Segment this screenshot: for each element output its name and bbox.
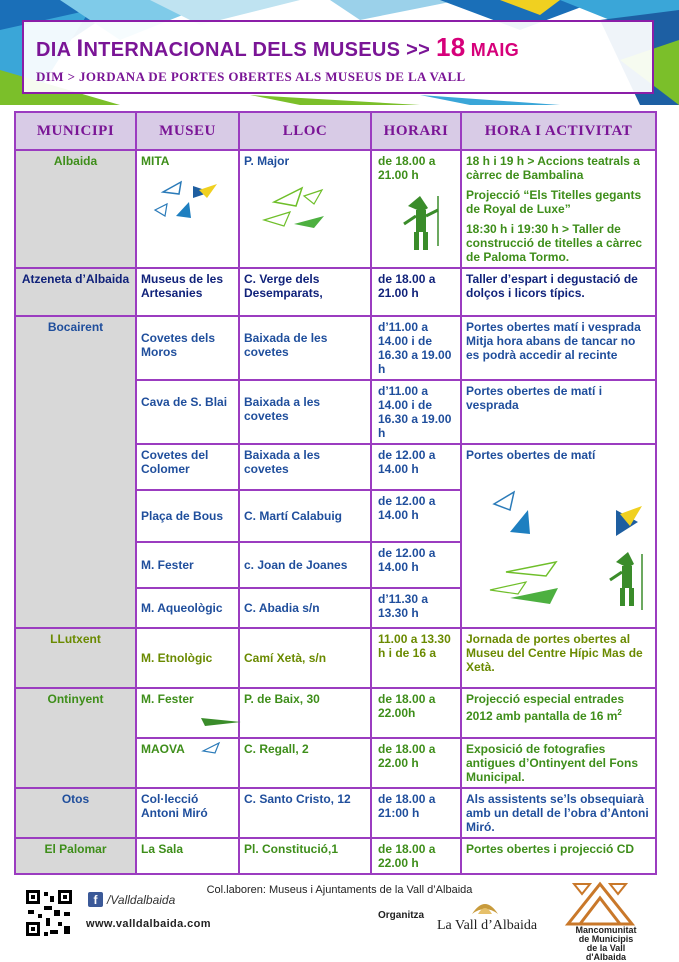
mancomunitat-line: de la Vall: [586, 943, 626, 953]
lloc-cell: C. Verge dels Desemparats,: [239, 268, 371, 316]
col-header-lloc: LLOC: [239, 112, 371, 150]
col-header-activitat: HORA I ACTIVITAT: [461, 112, 656, 150]
activitat-cell: [461, 150, 656, 268]
organizer-label: Organitza: [378, 910, 425, 921]
museu-cell: Covetes dels Moros: [136, 316, 239, 380]
museu-cell: Col·lecció Antoni Miró: [136, 788, 239, 838]
triangles-decoration-icon: [141, 176, 231, 236]
museu-name: MITA: [141, 154, 170, 168]
museu-cell: Covetes del Colomer: [136, 444, 239, 490]
municipi-albaida: Albaida: [15, 150, 136, 268]
table-row-albaida: [15, 150, 656, 268]
lloc-cell: [239, 150, 371, 268]
museu-name: M. Fester: [141, 692, 194, 706]
museu-cell: M. Aqueològic: [136, 588, 239, 628]
museu-cell: La Sala: [136, 838, 239, 874]
horari-cell: de 12.00 a 14.00 h: [371, 542, 461, 588]
museu-name: MAOVA: [141, 742, 185, 756]
activitat-text: Projecció especial entrades 2012 amb pantalla de 16 m: [466, 692, 625, 723]
horari-cell: d’11.00 a 14.00 i de 16.30 a 19.00 h: [371, 316, 461, 380]
lloc-cell: P. de Baix, 30: [239, 688, 371, 738]
collaborators-text: Col.laboren: Museus i Ajuntaments de la Vall d’Albaida: [206, 884, 473, 896]
triangles-decoration-icon: [244, 176, 354, 236]
municipi-otos: Otos: [15, 788, 136, 838]
triangles-decoration-icon: [199, 739, 239, 755]
horari-cell: de 18.00 a 22.00 h: [371, 838, 461, 874]
lloc-text: P. Major: [244, 154, 290, 168]
lloc-cell: C. Martí Calabuig: [239, 490, 371, 542]
horari-text: de 18.00 a 21.00 h: [378, 154, 436, 182]
vall-albaida-logo-icon: [470, 894, 500, 918]
horari-cell: d’11.30 a 13.30 h: [371, 588, 461, 628]
activitat-cell: [461, 688, 656, 738]
museu-cell: [136, 738, 239, 788]
horari-cell: de 18.00 a 21:00 h: [371, 788, 461, 838]
activitat-cell: Portes obertes matí i vesprada Mitja hora abans de tancar no es podrà accedir al recinte: [461, 316, 656, 380]
horari-cell: d’11.00 a 14.00 i de 16.30 a 19.00 h: [371, 380, 461, 444]
mancomunitat-logo-icon: [564, 880, 636, 928]
lloc-cell: Baixada de les covetes: [239, 316, 371, 380]
lloc-cell: C. Abadia s/n: [239, 588, 371, 628]
mancomunitat-text: [566, 926, 646, 962]
museu-cell: [136, 688, 239, 738]
museums-table: [14, 111, 657, 875]
table-row-bocairent: [15, 316, 656, 380]
activitat-text: Portes obertes de matí: [466, 448, 596, 462]
horari-cell: de 18.00 a 22.00h: [371, 688, 461, 738]
mancomunitat-line: d'Albaida: [585, 952, 627, 962]
lloc-cell: c. Joan de Joanes: [239, 542, 371, 588]
triangles-decoration-icon: [141, 710, 251, 730]
museu-cell: M. Fester: [136, 542, 239, 588]
municipi-ontinyent: Ontinyent: [15, 688, 136, 788]
triangles-decoration-icon: [466, 470, 651, 620]
museu-cell: [136, 150, 239, 268]
title-banner: [22, 20, 654, 94]
activitat-line: 18 h i 19 h > Accions teatrals a càrrec de Bambalina: [466, 154, 640, 182]
lloc-cell: C. Santo Cristo, 12: [239, 788, 371, 838]
lloc-cell: Pl. Constitució,1: [239, 838, 371, 874]
facebook-icon[interactable]: f: [88, 892, 103, 907]
facebook-handle[interactable]: /Valldalbaida: [107, 893, 176, 907]
horari-cell: de 12.00 a 14.00 h: [371, 490, 461, 542]
qr-code-icon[interactable]: [24, 888, 74, 938]
museu-cell: Plaça de Bous: [136, 490, 239, 542]
horari-cell: de 12.00 a 14.00 h: [371, 444, 461, 490]
horari-cell: de 18.00 a 21.00 h: [371, 268, 461, 316]
mancomunitat-line: Mancomunitat: [575, 925, 637, 935]
table-row-otos: [15, 788, 656, 838]
activitat-cell: Portes obertes de matí i vesprada: [461, 380, 656, 444]
col-header-municipi: MUNICIPI: [15, 112, 136, 150]
municipi-bocairent: Bocairent: [15, 316, 136, 628]
activitat-cell: Jornada de portes obertes al Museu del Centre Hípic Mas de Xetà.: [461, 628, 656, 688]
table-row-llutxent: [15, 628, 656, 688]
col-header-museu: MUSEU: [136, 112, 239, 150]
activitat-cell: Als assistents se’ls obsequiarà amb un detall de l’obra d’Antoni Miró.: [461, 788, 656, 838]
municipi-atzeneta: Atzeneta d’Albaida: [15, 268, 136, 316]
lloc-cell: C. Regall, 2: [239, 738, 371, 788]
municipi-llutxent: LLutxent: [15, 628, 136, 688]
activitat-superscript: 2: [617, 708, 622, 717]
footer: [0, 872, 679, 960]
activitat-line: Projecció “Els Titelles gegants de Royal de Luxe”: [466, 188, 642, 216]
activitat-line: 18:30 h i 19:30 h > Taller de construcció de titelles a càrrec de Paloma Tormo.: [466, 222, 643, 264]
page-subtitle: DIM > JORDANA DE PORTES OBERTES ALS MUSEUS DE LA VALL: [36, 69, 466, 84]
puppet-figure-icon: [378, 186, 458, 256]
table-header-row: [15, 112, 656, 150]
mancomunitat-line: de Municipis: [578, 934, 634, 944]
page-title: DIA INTERNACIONAL DELS MUSEUS >> 18 MAIG: [36, 32, 519, 62]
lloc-cell: Camí Xetà, s/n: [239, 628, 371, 688]
table-row-palomar: [15, 838, 656, 874]
col-header-horari: HORARI: [371, 112, 461, 150]
museu-cell: Museus de les Artesanies: [136, 268, 239, 316]
museu-cell: M. Etnològic: [136, 628, 239, 688]
municipi-palomar: El Palomar: [15, 838, 136, 874]
activitat-cell: Portes obertes i projecció CD: [461, 838, 656, 874]
website-link[interactable]: www.valldalbaida.com: [86, 918, 211, 930]
horari-cell: de 18.00 a 22.00 h: [371, 738, 461, 788]
lloc-cell: Baixada a les covetes: [239, 380, 371, 444]
lloc-cell: Baixada a les covetes: [239, 444, 371, 490]
activitat-cell: [461, 444, 656, 628]
table-row-ontinyent: [15, 688, 656, 738]
horari-cell: 11.00 a 13.30 h i de 16 a: [371, 628, 461, 688]
horari-cell: [371, 150, 461, 268]
vall-albaida-logo-text: La Vall d’Albaida: [437, 918, 538, 933]
museu-cell: Cava de S. Blai: [136, 380, 239, 444]
activitat-cell: Taller d’espart i degustació de dolços i licors típics.: [461, 268, 656, 316]
table-row-atzeneta: [15, 268, 656, 316]
activitat-cell: Exposició de fotografies antigues d’Ontinyent del Fons Municipal.: [461, 738, 656, 788]
